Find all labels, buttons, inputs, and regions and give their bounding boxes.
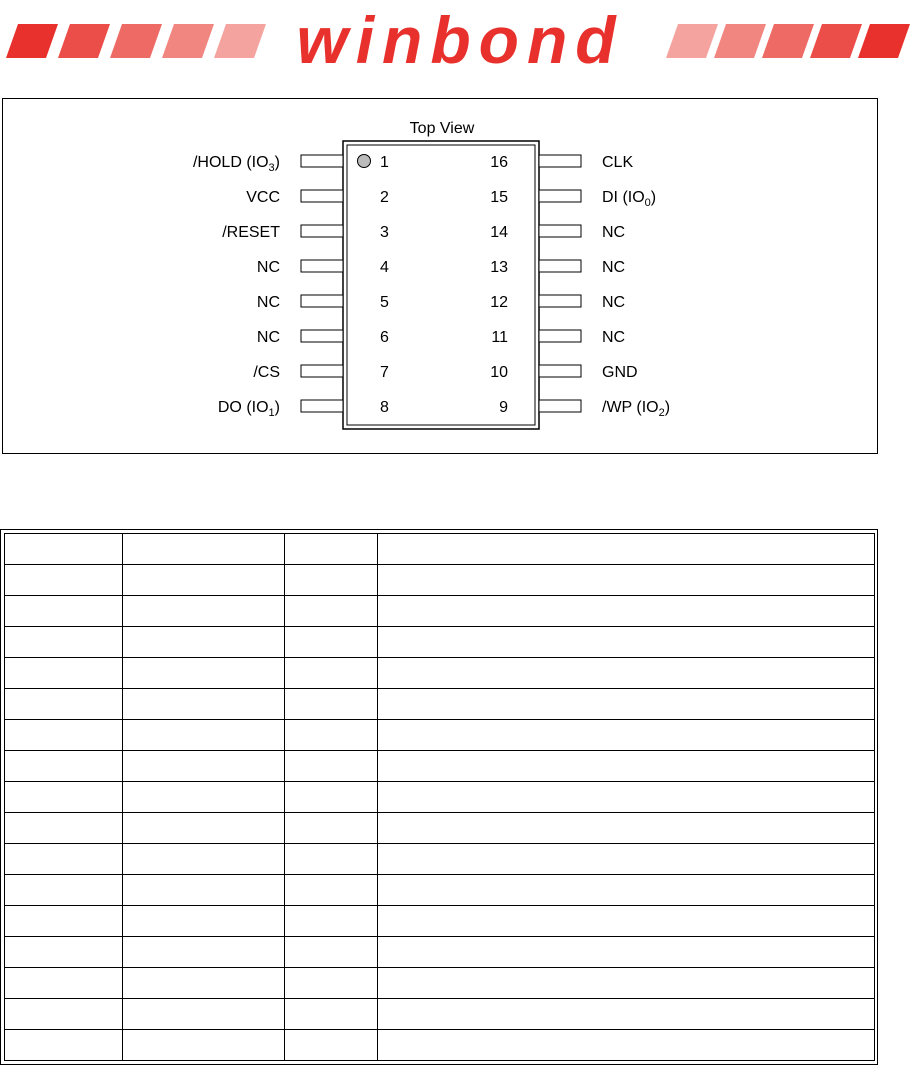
- table-cell: [5, 906, 123, 937]
- table-cell: [5, 720, 123, 751]
- right-pin-number: 9: [499, 399, 508, 416]
- logo-stripe-left: [214, 24, 266, 58]
- right-pin-lead: [539, 155, 581, 167]
- left-pin-label: DO $(IO_1)$: [217, 399, 280, 419]
- table-cell: [5, 627, 123, 658]
- left-pin-label: NC: [256, 259, 280, 276]
- table-cell: [285, 875, 378, 906]
- table-cell: [378, 906, 875, 937]
- table-cell: [378, 658, 875, 689]
- table-cell: [378, 689, 875, 720]
- table-cell: [123, 968, 285, 999]
- table-cell: [285, 937, 378, 968]
- left-pin-lead: [301, 190, 343, 202]
- right-pin-lead: [539, 400, 581, 412]
- table-cell: [285, 627, 378, 658]
- logo-text: winbond: [296, 3, 624, 77]
- logo-stripe-left: [162, 24, 214, 58]
- table-cell: [123, 596, 285, 627]
- pin-diagram-svg: [3, 99, 877, 453]
- logo-stripe-right: [714, 24, 766, 58]
- table-cell: [123, 751, 285, 782]
- table-cell: [285, 596, 378, 627]
- table-cell: [123, 534, 285, 565]
- table-cell: [285, 968, 378, 999]
- table-cell: [123, 813, 285, 844]
- pin1-marker: [358, 155, 371, 168]
- table-cell: [123, 627, 285, 658]
- pin-table-frame: [0, 529, 878, 1065]
- left-pin-label: NC: [256, 294, 280, 311]
- table-cell: [378, 565, 875, 596]
- right-pin-label: NC: [602, 259, 626, 276]
- left-pin-number: 7: [380, 364, 389, 381]
- diagram-caption: Top View: [409, 120, 475, 137]
- table-cell: [378, 627, 875, 658]
- right-pin-label: /WP $(IO_2)$: [602, 399, 671, 419]
- table-cell: [378, 844, 875, 875]
- table-cell: [285, 813, 378, 844]
- left-pin-number: 3: [380, 224, 389, 241]
- right-pin-label: NC: [602, 294, 626, 311]
- left-pin-lead: [301, 365, 343, 377]
- table-cell: [285, 844, 378, 875]
- right-pin-number: 10: [490, 364, 508, 381]
- left-pin-number: 5: [380, 294, 389, 311]
- right-pin-number: 16: [490, 154, 508, 171]
- table-cell: [5, 813, 123, 844]
- left-pin-lead: [301, 260, 343, 272]
- logo-stripe-right: [666, 24, 718, 58]
- table-cell: [285, 658, 378, 689]
- logo-stripe-left: [110, 24, 162, 58]
- table-cell: [123, 906, 285, 937]
- table-cell: [378, 751, 875, 782]
- left-pin-number: 1: [380, 154, 389, 171]
- table-cell: [123, 658, 285, 689]
- table-cell: [285, 565, 378, 596]
- table-row: [5, 751, 875, 782]
- table-cell: [285, 1030, 378, 1061]
- table-cell: [123, 565, 285, 596]
- left-pin-lead: [301, 155, 343, 167]
- table-cell: [378, 1030, 875, 1061]
- right-pin-lead: [539, 260, 581, 272]
- table-row: [5, 1030, 875, 1061]
- left-pin-lead: [301, 295, 343, 307]
- right-pin-lead: [539, 190, 581, 202]
- logo-stripe-left: [6, 24, 58, 58]
- header: [0, 0, 916, 80]
- table-cell: [123, 844, 285, 875]
- pins-group: [193, 154, 670, 419]
- table-cell: [5, 534, 123, 565]
- left-pin-label: /CS: [253, 364, 280, 381]
- left-pin-number: 6: [380, 329, 389, 346]
- table-cell: [378, 968, 875, 999]
- table-cell: [123, 689, 285, 720]
- table-cell: [285, 782, 378, 813]
- right-pin-lead: [539, 295, 581, 307]
- table-row: [5, 844, 875, 875]
- logo-stripe-right: [858, 24, 910, 58]
- table-cell: [378, 534, 875, 565]
- left-stripes: [6, 24, 266, 58]
- left-pin-number: 8: [380, 399, 389, 416]
- pin-diagram: [2, 98, 878, 454]
- table-cell: [5, 875, 123, 906]
- table-cell: [285, 689, 378, 720]
- table-cell: [378, 813, 875, 844]
- table-row: [5, 937, 875, 968]
- right-pin-lead: [539, 225, 581, 237]
- right-pin-number: 12: [490, 294, 508, 311]
- table-cell: [123, 782, 285, 813]
- table-cell: [5, 1030, 123, 1061]
- chip-package-inner: [347, 145, 535, 425]
- table-cell: [123, 937, 285, 968]
- winbond-logo: [0, 0, 916, 80]
- table-cell: [123, 999, 285, 1030]
- right-pin-label: GND: [602, 364, 638, 381]
- right-pin-number: 14: [490, 224, 508, 241]
- table-cell: [378, 720, 875, 751]
- table-cell: [378, 782, 875, 813]
- right-pin-label: CLK: [602, 154, 634, 171]
- table-cell: [378, 596, 875, 627]
- table-row: [5, 875, 875, 906]
- left-pin-label: NC: [256, 329, 280, 346]
- right-pin-label: NC: [602, 224, 626, 241]
- right-pin-number: 13: [490, 259, 508, 276]
- table-row: [5, 534, 875, 565]
- table-row: [5, 596, 875, 627]
- left-pin-number: 4: [380, 259, 389, 276]
- table-cell: [5, 689, 123, 720]
- left-pin-number: 2: [380, 189, 389, 206]
- table-cell: [123, 875, 285, 906]
- table-cell: [378, 937, 875, 968]
- table-row: [5, 627, 875, 658]
- right-pin-label: DI $(IO_0)$: [602, 189, 657, 209]
- table-row: [5, 720, 875, 751]
- right-pin-number: 11: [491, 329, 508, 346]
- pin-table: [4, 533, 875, 1061]
- table-cell: [123, 720, 285, 751]
- table-row: [5, 658, 875, 689]
- table-row: [5, 813, 875, 844]
- table-cell: [5, 751, 123, 782]
- table-cell: [5, 968, 123, 999]
- table-row: [5, 999, 875, 1030]
- table-cell: [5, 658, 123, 689]
- chip-package: [343, 141, 539, 429]
- table-cell: [378, 875, 875, 906]
- left-pin-lead: [301, 400, 343, 412]
- table-row: [5, 565, 875, 596]
- table-row: [5, 968, 875, 999]
- logo-stripe-right: [762, 24, 814, 58]
- table-cell: [5, 596, 123, 627]
- table-cell: [285, 906, 378, 937]
- right-pin-number: 15: [490, 189, 508, 206]
- logo-stripe-right: [810, 24, 862, 58]
- table-cell: [5, 782, 123, 813]
- table-row: [5, 782, 875, 813]
- table-cell: [285, 751, 378, 782]
- table-cell: [123, 1030, 285, 1061]
- table-row: [5, 906, 875, 937]
- left-pin-lead: [301, 330, 343, 342]
- table-cell: [285, 999, 378, 1030]
- left-pin-label: /HOLD $(IO_3)$: [192, 154, 280, 174]
- logo-stripe-left: [58, 24, 110, 58]
- left-pin-label: VCC: [246, 189, 280, 206]
- table-cell: [285, 534, 378, 565]
- left-pin-lead: [301, 225, 343, 237]
- table-cell: [5, 937, 123, 968]
- table-cell: [5, 999, 123, 1030]
- table-cell: [378, 999, 875, 1030]
- left-pin-label: /RESET: [222, 224, 280, 241]
- table-cell: [5, 844, 123, 875]
- right-pin-lead: [539, 330, 581, 342]
- right-pin-label: NC: [602, 329, 626, 346]
- table-cell: [285, 720, 378, 751]
- right-stripes: [666, 24, 910, 58]
- table-row: [5, 689, 875, 720]
- table-cell: [5, 565, 123, 596]
- right-pin-lead: [539, 365, 581, 377]
